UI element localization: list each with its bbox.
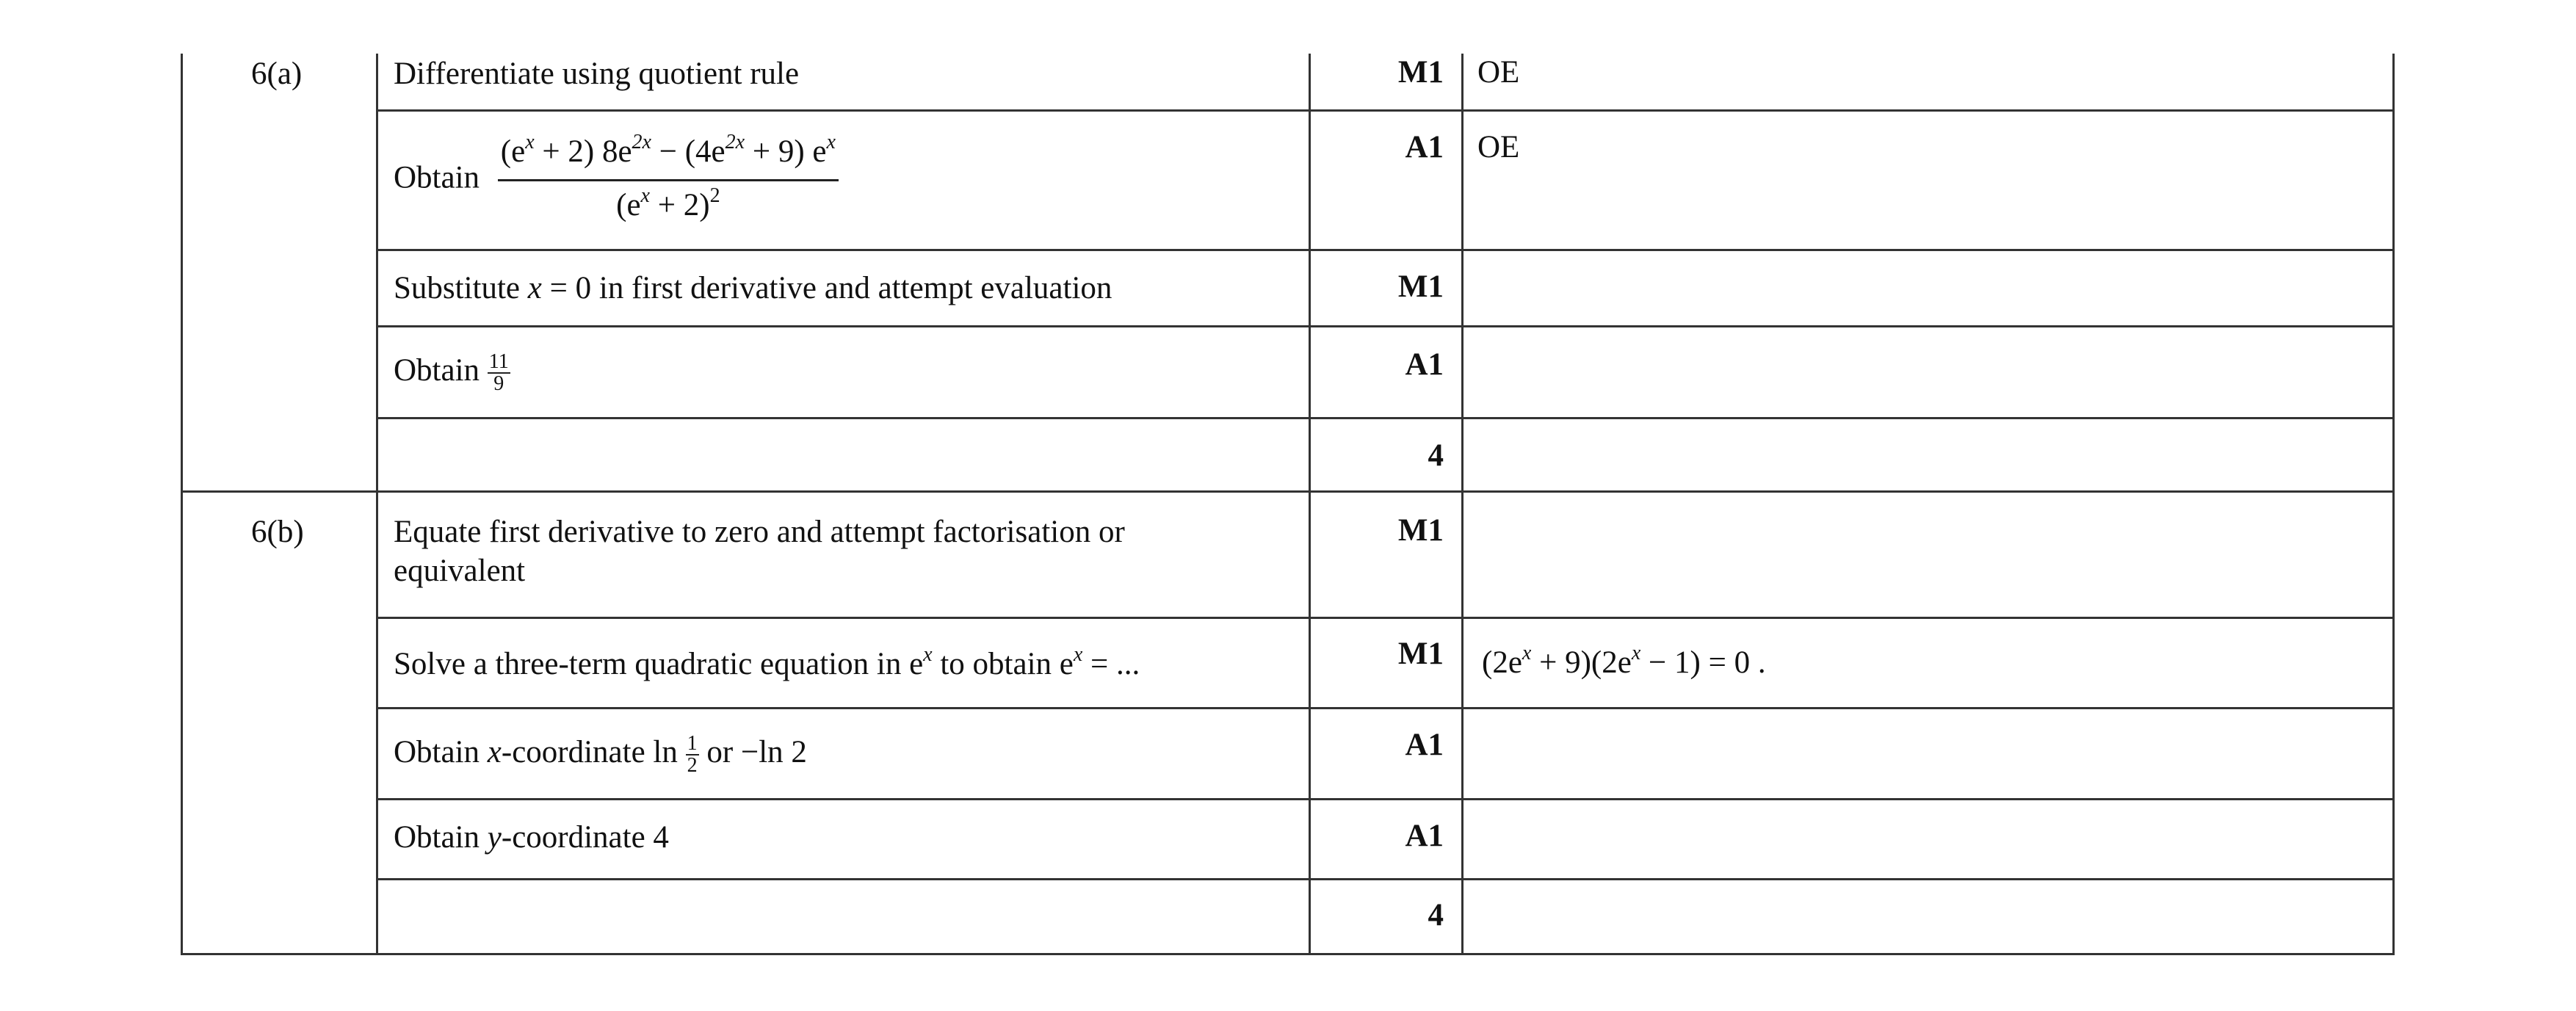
mark-code: A1 xyxy=(1405,819,1444,853)
guidance-text: OE xyxy=(1477,55,1520,90)
mark-code: A1 xyxy=(1405,130,1444,164)
guidance-text: $(2e^x + 9)(2e^x - 1) = 0$ . xyxy=(1482,642,1766,680)
row-divider xyxy=(376,798,2395,800)
fraction: $\frac{1}{2}$ xyxy=(687,732,698,778)
answer-text: Substitute x = 0 in first derivative and attempt evaluation xyxy=(394,271,1112,305)
answer-text: Obtain x-coordinate ln $\frac{1}{2}$ or −ln 2 xyxy=(394,732,807,778)
question-divider xyxy=(181,490,2395,493)
mark-code: M1 xyxy=(1397,513,1444,548)
table-border-left xyxy=(181,54,183,955)
mark-code: A1 xyxy=(1405,347,1444,382)
row-divider xyxy=(376,707,2395,709)
mark-code: M1 xyxy=(1397,269,1444,304)
row-divider xyxy=(376,325,2395,327)
row-divider xyxy=(376,249,2395,251)
fraction: $\frac{11}{9}$ xyxy=(488,350,509,396)
table-border-bottom xyxy=(181,953,2395,955)
answer-text: Obtain $\frac{11}{9}$ xyxy=(394,350,509,396)
mark-code: M1 xyxy=(1397,55,1444,90)
answer-text xyxy=(394,132,839,228)
answer-line: equivalent xyxy=(394,554,526,588)
row-divider xyxy=(376,109,2395,112)
answer-text xyxy=(394,512,1125,590)
mark-code: M1 xyxy=(1397,637,1444,671)
question-number: 6(a) xyxy=(251,57,303,91)
total-marks: 4 xyxy=(1428,438,1444,473)
question-number: 6(b) xyxy=(251,515,304,549)
total-marks: 4 xyxy=(1428,898,1444,932)
answer-prefix: Obtain xyxy=(394,160,480,195)
fraction-numerator: $(e^x + 2) 8e^{2x} - (4e^{2x} + 9)$ $e^x$ xyxy=(498,132,839,181)
column-divider-2 xyxy=(1309,54,1311,955)
answer-text: Obtain y-coordinate 4 xyxy=(394,820,669,855)
answer-text xyxy=(394,54,799,93)
row-divider xyxy=(376,878,2395,880)
guidance-text: OE xyxy=(1477,130,1520,164)
quotient-fraction xyxy=(498,132,839,228)
row-divider xyxy=(376,417,2395,419)
fraction-denominator: $(e^x + 2)^2$ xyxy=(616,184,720,222)
column-divider-3 xyxy=(1461,54,1464,955)
row-divider xyxy=(376,617,2395,619)
answer-text: Solve a three-term quadratic equation in $e^x$ to obtain $e^x$ = ... xyxy=(394,643,1140,681)
column-divider-1 xyxy=(376,54,378,955)
mark-code: A1 xyxy=(1405,728,1444,762)
answer-line: Differentiate using quotient rule xyxy=(394,57,800,91)
answer-line: Equate first derivative to zero and attempt factorisation or xyxy=(394,515,1125,549)
table-border-right xyxy=(2392,54,2395,955)
